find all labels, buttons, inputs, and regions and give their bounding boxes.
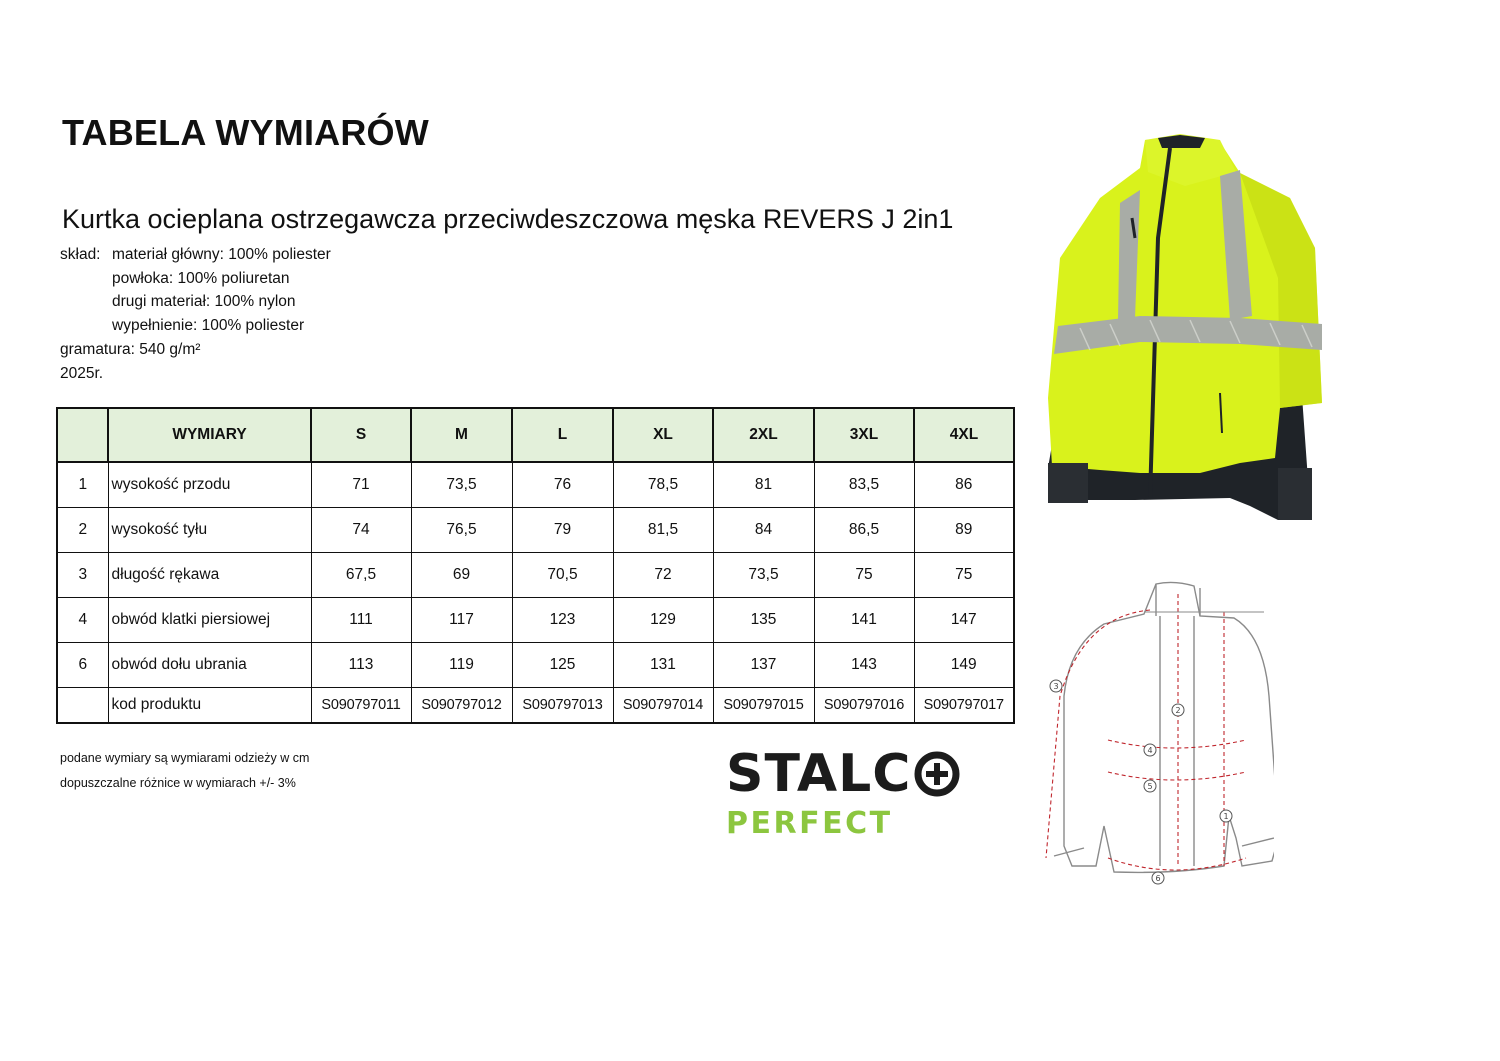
composition-line-1: materiał główny: 100% poliester (112, 246, 331, 263)
measurement-name: kod produktu (108, 687, 311, 723)
measurement-name: wysokość tyłu (108, 507, 311, 552)
table-row (57, 507, 1014, 552)
row-number: 1 (57, 462, 108, 507)
size-header-m: M (411, 408, 512, 462)
row-number: 4 (57, 597, 108, 642)
measurement-value: 73,5 (713, 552, 814, 597)
svg-text:3: 3 (1053, 682, 1059, 691)
measurement-value: 131 (613, 642, 713, 687)
svg-text:2: 2 (1175, 706, 1181, 715)
header-num-cell (57, 408, 108, 462)
measurement-value: 69 (411, 552, 512, 597)
measurement-value: 83,5 (814, 462, 914, 507)
measurement-value: 74 (311, 507, 411, 552)
measurement-value: 141 (814, 597, 914, 642)
brand-logo (726, 744, 961, 841)
note-units: podane wymiary są wymiarami odzieży w cm (60, 751, 310, 765)
measurement-name: wysokość przodu (108, 462, 311, 507)
row-number: 2 (57, 507, 108, 552)
size-header-xl: XL (613, 408, 713, 462)
row-number (57, 687, 108, 723)
logo-plus-circle-icon (913, 750, 961, 798)
measurement-value: 76,5 (411, 507, 512, 552)
measurement-value: 70,5 (512, 552, 613, 597)
product-code-cell: S090797015 (713, 687, 814, 723)
measurement-value: 73,5 (411, 462, 512, 507)
measurement-value: 143 (814, 642, 914, 687)
measurement-value: 125 (512, 642, 613, 687)
composition-line-3: drugi materiał: 100% nylon (112, 293, 296, 310)
measurement-value: 149 (914, 642, 1014, 687)
product-code-cell: S090797014 (613, 687, 713, 723)
logo-subtitle: PERFECT (726, 806, 893, 841)
measurement-diagram (1024, 576, 1274, 886)
measurement-value: 78,5 (613, 462, 713, 507)
measurement-value: 81 (713, 462, 814, 507)
size-header-l: L (512, 408, 613, 462)
page-title: TABELA WYMIARÓW (62, 112, 429, 153)
measurement-value: 86 (914, 462, 1014, 507)
measurement-name: obwód dołu ubrania (108, 642, 311, 687)
size-header-2xl: 2XL (713, 408, 814, 462)
header-label: WYMIARY (108, 408, 311, 462)
measurement-value: 79 (512, 507, 613, 552)
measurement-lines (1046, 594, 1264, 870)
composition-line-4: wypełnienie: 100% poliester (112, 317, 305, 334)
product-code-cell: S090797012 (411, 687, 512, 723)
measurement-name: długość rękawa (108, 552, 311, 597)
measurement-value: 147 (914, 597, 1014, 642)
measurement-value: 111 (311, 597, 411, 642)
measurement-value: 89 (914, 507, 1014, 552)
measurement-value: 81,5 (613, 507, 713, 552)
year: 2025r. (60, 365, 104, 382)
measurement-value: 75 (914, 552, 1014, 597)
measurement-value: 113 (311, 642, 411, 687)
measurement-value: 86,5 (814, 507, 914, 552)
product-code-cell: S090797017 (914, 687, 1014, 723)
svg-text:6: 6 (1155, 874, 1161, 883)
product-code-cell: S090797016 (814, 687, 914, 723)
size-header-4xl: 4XL (914, 408, 1014, 462)
jacket-image (1048, 134, 1322, 520)
size-header-3xl: 3XL (814, 408, 914, 462)
measurement-value: 84 (713, 507, 814, 552)
measurement-value: 75 (814, 552, 914, 597)
note-tolerance: dopuszczalne różnice w wymiarach +/- 3% (60, 776, 296, 790)
row-number: 6 (57, 642, 108, 687)
measurement-value: 72 (613, 552, 713, 597)
marker-3 (1050, 680, 1062, 692)
svg-text:1: 1 (1223, 812, 1229, 821)
measurement-value: 129 (613, 597, 713, 642)
grammage: gramatura: 540 g/m² (60, 341, 201, 358)
product-name: Kurtka ocieplana ostrzegawcza przeciwdeszczowa męska REVERS J 2in1 (62, 204, 954, 234)
measurement-value: 137 (713, 642, 814, 687)
svg-text:5: 5 (1147, 782, 1153, 791)
measurement-value: 71 (311, 462, 411, 507)
marker-5 (1144, 780, 1156, 792)
measurement-value: 119 (411, 642, 512, 687)
marker-2 (1172, 704, 1184, 716)
measurement-value: 117 (411, 597, 512, 642)
marker-1 (1220, 810, 1232, 822)
size-header-s: S (311, 408, 411, 462)
marker-4 (1144, 744, 1156, 756)
jacket-outline-drawing (1054, 582, 1274, 872)
measurement-name: obwód klatki piersiowej (108, 597, 311, 642)
marker-6 (1152, 872, 1164, 884)
product-code-cell: S090797011 (311, 687, 411, 723)
table-row (57, 462, 1014, 507)
measurement-value: 135 (713, 597, 814, 642)
measurement-value: 67,5 (311, 552, 411, 597)
table-header-row (57, 408, 1014, 462)
product-code-cell: S090797013 (512, 687, 613, 723)
measurement-value: 76 (512, 462, 613, 507)
composition-label: skład: (60, 246, 101, 263)
table-row (57, 552, 1014, 597)
table-row (57, 642, 1014, 687)
product-code-row (57, 687, 1014, 723)
jacket-photo (1040, 128, 1340, 528)
measurement-value: 123 (512, 597, 613, 642)
row-number: 3 (57, 552, 108, 597)
logo-wordmark: STALC (726, 744, 912, 804)
size-table (56, 407, 1015, 724)
composition-line-2: powłoka: 100% poliuretan (112, 270, 290, 287)
svg-text:4: 4 (1147, 746, 1153, 755)
table-row (57, 597, 1014, 642)
